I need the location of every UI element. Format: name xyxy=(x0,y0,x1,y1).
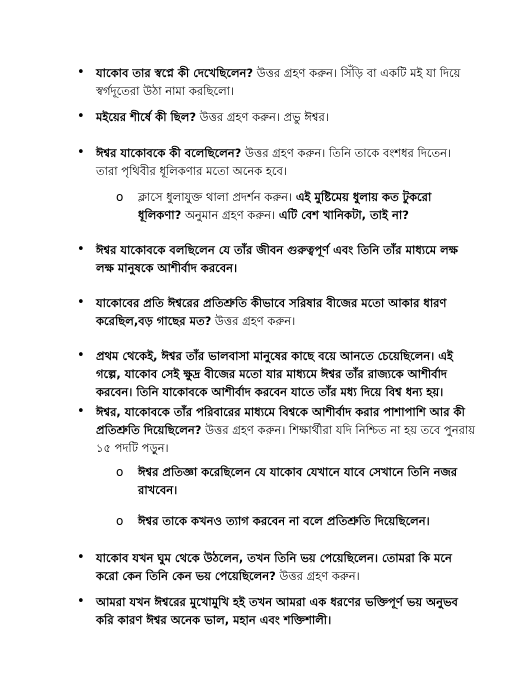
sub-bold-text: এই মুষ্টিমেয় ধুলায় কত টুকরো ধূলিকণা? xyxy=(138,190,432,222)
sub-list-item xyxy=(138,463,478,499)
question-text: আমরা যখন ঈশ্বরের মুখোমুখি হই তখন আমরা এক ধরণের ভক্তিপূর্ণ ভয় অনুভব করি কারণ ঈশ্বর অনেক ভাল, মহান এবং শক্তিশালী। xyxy=(96,595,458,627)
question-text: যাকোব তার স্বপ্নে কী দেখেছিলেন? xyxy=(96,66,254,80)
sub-list-item xyxy=(138,188,478,224)
answer-text: উত্তর গ্রহণ করুন। xyxy=(275,569,360,583)
answer-text: উত্তর গ্রহণ করুন। সিঁড়ি বা একটি মই যা দিয়ে স্বর্গদূতেরা উঠা নামা করছিলো। xyxy=(96,66,461,98)
question-text: ঈশ্বর, যাকোবকে তাঁর পরিবারের মাধ্যমে বিশ্বকে আশীর্বাদ করার পাশাপাশি আর কী প্রতিশ্রুতি দিয়েছিলেন? xyxy=(96,405,465,437)
list-item xyxy=(96,347,476,401)
sub-bullet-marker: o xyxy=(116,514,124,528)
sub-plain-text: ক্লাসে ধুলাযুক্ত থালা প্রদর্শন করুন। xyxy=(138,190,296,204)
answer-text: উত্তর গ্রহণ করুন। তিনি তাকে বংশধর দিতেন। তারা পৃথিবীর ধূলিকণার মতো অনেক হবে। xyxy=(96,146,452,178)
bullet-marker: • xyxy=(77,295,85,310)
bullet-marker: • xyxy=(77,109,85,124)
question-text: মইয়ের শীর্ষে কী ছিল? xyxy=(96,110,196,124)
question-text: ঈশ্বর যাকোবকে কী বলেছিলেন? xyxy=(96,146,242,160)
list-item xyxy=(96,64,476,100)
list-item xyxy=(96,403,476,457)
answer-text: উত্তর গ্রহণ করুন। xyxy=(211,314,296,328)
bullet-marker: • xyxy=(77,242,85,257)
bullet-marker: • xyxy=(77,348,85,363)
sub-bullet-marker: o xyxy=(116,465,124,479)
question-text: প্রথম থেকেই, ঈশ্বর তাঁর ভালবাসা মানুষের কাছে বয়ে আনতে চেয়েছিলেন। এই গল্পে, যাকোব সেই ক্ষুদ্র বীজের মতো যার মাধ্যমে ঈশ্বর তাঁর রাজ্যকে আশীর্বাদ করবেন। তিনি যাকোবকে আশীর্বাদ করবেন যাতে তাঁর মধ্য দিয়ে বিশ্ব ধন্য হয়। xyxy=(96,349,454,399)
sub-plain-text-2: অনুমান গ্রহণ করুন। xyxy=(181,208,279,222)
sub-list-item xyxy=(138,512,478,530)
answer-text: উত্তর গ্রহণ করুন। প্রভু ঈশ্বর। xyxy=(196,110,329,124)
bullet-marker: • xyxy=(77,65,85,80)
question-text: ঈশ্বর যাকোবকে বলছিলেন যে তাঁর জীবন গুরুত্বপূর্ণ এবং তিনি তাঁর মাধ্যমে লক্ষ লক্ষ মানুষকে আশীর্বাদ করবেন। xyxy=(96,243,458,275)
list-item xyxy=(96,549,476,585)
list-item xyxy=(96,294,476,330)
list-item xyxy=(96,144,476,180)
question-text: যাকোবের প্রতি ঈশ্বরের প্রতিশ্রুতি কীভাবে সরিষার বীজের মতো আকার ধারণ করেছিল,বড় গাছের মত? xyxy=(96,296,447,328)
bullet-marker: • xyxy=(77,404,85,419)
sub-bullet-marker: o xyxy=(116,190,124,204)
answer-text: উত্তর গ্রহণ করুন। শিক্ষার্থীরা যদি নিশ্চিত না হয় তবে পুনরায় ১৫ পদটি পড়ুন। xyxy=(96,423,476,455)
list-item xyxy=(96,593,476,629)
sub-bold-text: ঈশ্বর তাকে কখনও ত্যাগ করবেন না বলে প্রতিশ্রুতি দিয়েছিলেন। xyxy=(138,514,430,528)
bullet-marker: • xyxy=(77,550,85,565)
list-item xyxy=(96,108,476,126)
question-text: যাকোব যখন ঘুম থেকে উঠলেন, তখন তিনি ভয় পেয়েছিলেন। তোমরা কি মনে করো কেন তিনি কেন ভয় পেয়েছিলেন? xyxy=(96,551,452,583)
list-item xyxy=(96,241,476,277)
sub-bold-text: ঈশ্বর প্রতিজ্ঞা করেছিলেন যে যাকোব যেখানে যাবে সেখানে তিনি নজর রাখবেন। xyxy=(138,465,458,497)
sub-bold-text-2: এটি বেশ খানিকটা, তাই না? xyxy=(278,208,409,222)
bullet-marker: • xyxy=(77,594,85,609)
bullet-marker: • xyxy=(77,145,85,160)
